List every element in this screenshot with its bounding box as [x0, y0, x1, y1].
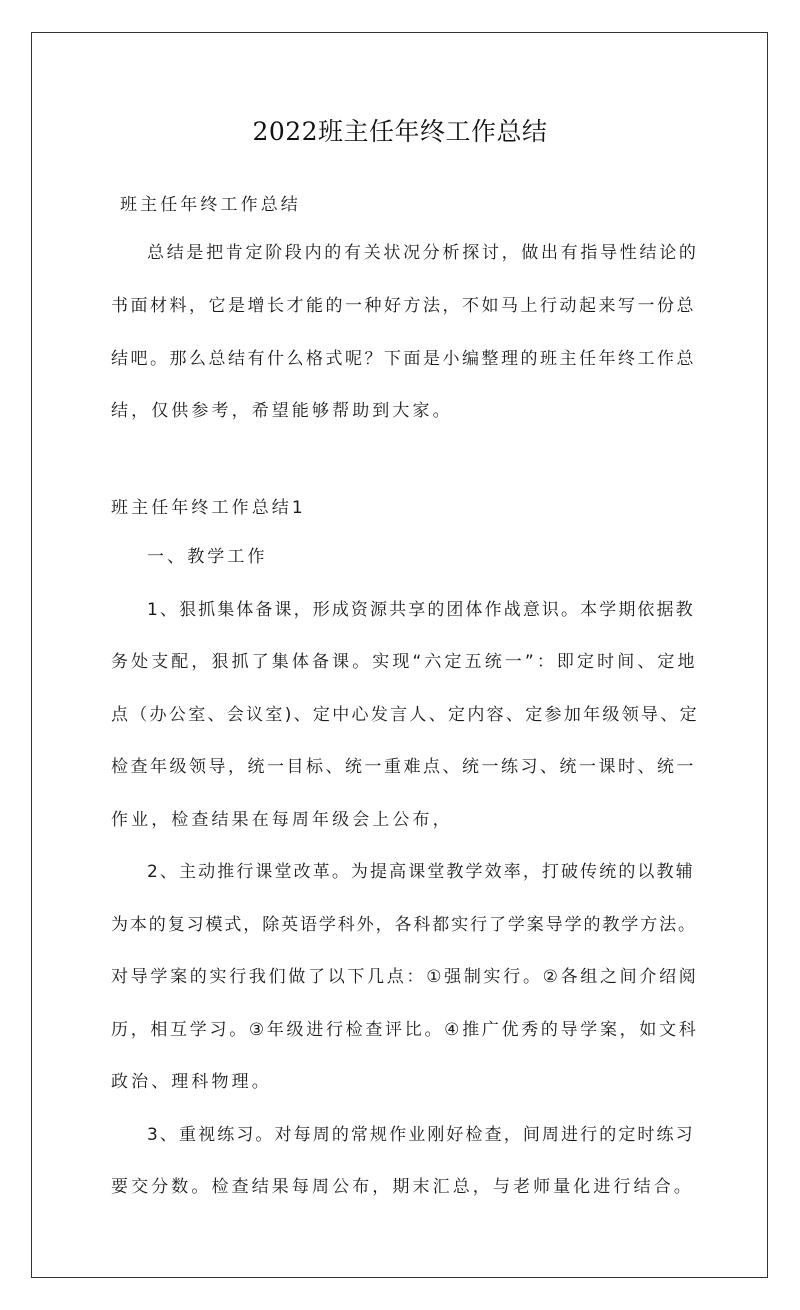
document-title: 2022班主任年终工作总结: [252, 117, 548, 146]
intro-line: 结吧。那么总结有什么格式呢？下面是小编整理的班主任年终工作总: [111, 349, 696, 369]
paragraph-line: 2、主动推行课堂改革。为提高课堂教学效率，打破传统的以教辅: [147, 862, 695, 882]
paragraph-line: 1、狠抓集体备课，形成资源共享的团体作战意识。本学期依据教: [147, 600, 695, 620]
subsection-heading: 一、教学工作: [147, 547, 268, 567]
intro-line: 结，仅供参考，希望能够帮助到大家。: [111, 401, 453, 421]
paragraph-line: 对导学案的实行我们做了以下几点：①强制实行。②各组之间介绍阅: [111, 967, 699, 987]
paragraph-line: 作业，检查结果在每周年级会上公布，: [111, 810, 453, 830]
paragraph-line: 点（办公室、会议室)、定中心发言人、定内容、定参加年级领导、定: [111, 705, 699, 725]
paragraph-line: 务处支配，狠抓了集体备课。实现“六定五统一”：即定时间、定地: [111, 652, 698, 672]
paragraph-line: 政治、理科物理。: [111, 1072, 272, 1092]
paragraph-line: 历，相互学习。③年级进行检查评比。④推广优秀的导学案，如文科: [111, 1020, 699, 1040]
section-heading: 班主任年终工作总结1: [111, 498, 306, 518]
paragraph-line: 检查年级领导，统一目标、统一重难点、统一练习、统一课时、统一: [111, 757, 696, 777]
paragraph-line: 为本的复习模式，除英语学科外，各科都实行了学案导学的教学方法。: [111, 915, 697, 935]
intro-line: 书面材料，它是增长才能的一种好方法，不如马上行动起来写一份总: [111, 296, 696, 316]
document-subtitle: 班主任年终工作总结: [120, 195, 301, 215]
paragraph-line: 要交分数。检查结果每周公布，期末汇总，与老师量化进行结合。: [111, 1177, 694, 1197]
intro-line: 总结是把肯定阶段内的有关状况分析探讨，做出有指导性结论的: [147, 243, 699, 263]
paragraph-line: 3、重视练习。对每周的常规作业刚好检查，间周进行的定时练习: [147, 1125, 695, 1145]
